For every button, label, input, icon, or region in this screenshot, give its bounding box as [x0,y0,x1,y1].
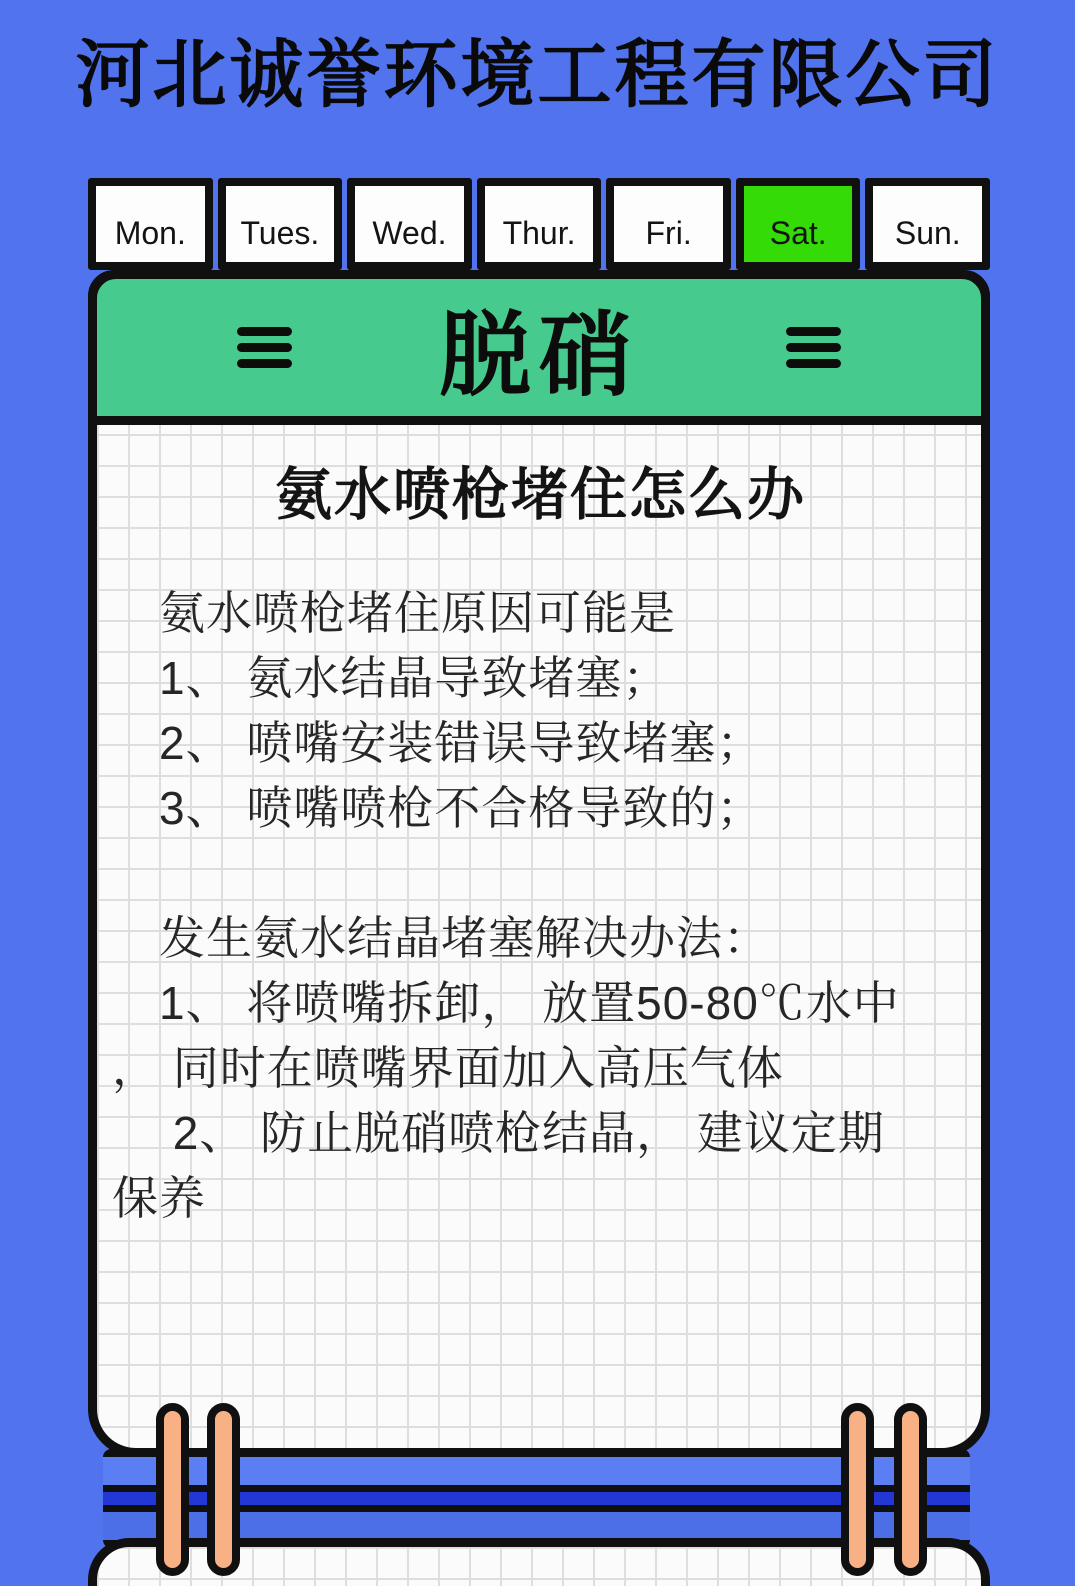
menu-bar [786,327,841,336]
tab-sat[interactable]: Sat. [736,178,861,270]
text-line: 2、 喷嘴安装错误导致堵塞； [112,717,764,769]
binding-pin [894,1403,927,1576]
card-header [88,270,990,425]
tab-fri[interactable]: Fri. [606,178,731,270]
text-line: 发生氨水结晶堵塞解决办法： [112,912,770,964]
weekday-tabs [88,178,990,270]
text-line: 1、 将喷嘴拆卸， 放置50-80℃水中 [112,977,900,1029]
binding-pin [156,1403,189,1576]
tab-sun[interactable]: Sun. [865,178,990,270]
text-line: 保养 [112,1172,206,1224]
hamburger-menu-icon-right[interactable] [786,327,841,368]
content-title: 氨水喷枪堵住怎么办 [275,463,806,527]
menu-bar [786,359,841,368]
menu-bar [786,343,841,352]
text-line: ， 同时在喷嘴界面加入高压气体 [112,1042,784,1094]
text-line: 2、 防止脱硝喷枪结晶， 建议定期 [112,1107,885,1159]
text-line-blank [112,841,969,906]
tab-mon[interactable]: Mon. [88,178,213,270]
menu-bar [237,327,292,336]
binding-pin [207,1403,240,1576]
hamburger-menu-icon-left[interactable] [237,327,292,368]
tab-tues[interactable]: Tues. [218,178,343,270]
menu-bar [237,359,292,368]
company-title: 河北诚誉环境工程有限公司 [75,32,1000,118]
binding-pin [841,1403,874,1576]
text-line: 3、 喷嘴喷枪不合格导致的； [112,782,764,834]
header-title: 脱硝 [438,304,639,407]
tab-wed[interactable]: Wed. [347,178,472,270]
text-line: 1、 氨水结晶导致堵塞； [112,652,670,704]
notebook-page [88,270,990,1457]
card-content [97,429,981,1231]
tab-thur[interactable]: Thur. [477,178,602,270]
text-line: 氨水喷枪堵住原因可能是 [112,587,676,639]
menu-bar [237,343,292,352]
